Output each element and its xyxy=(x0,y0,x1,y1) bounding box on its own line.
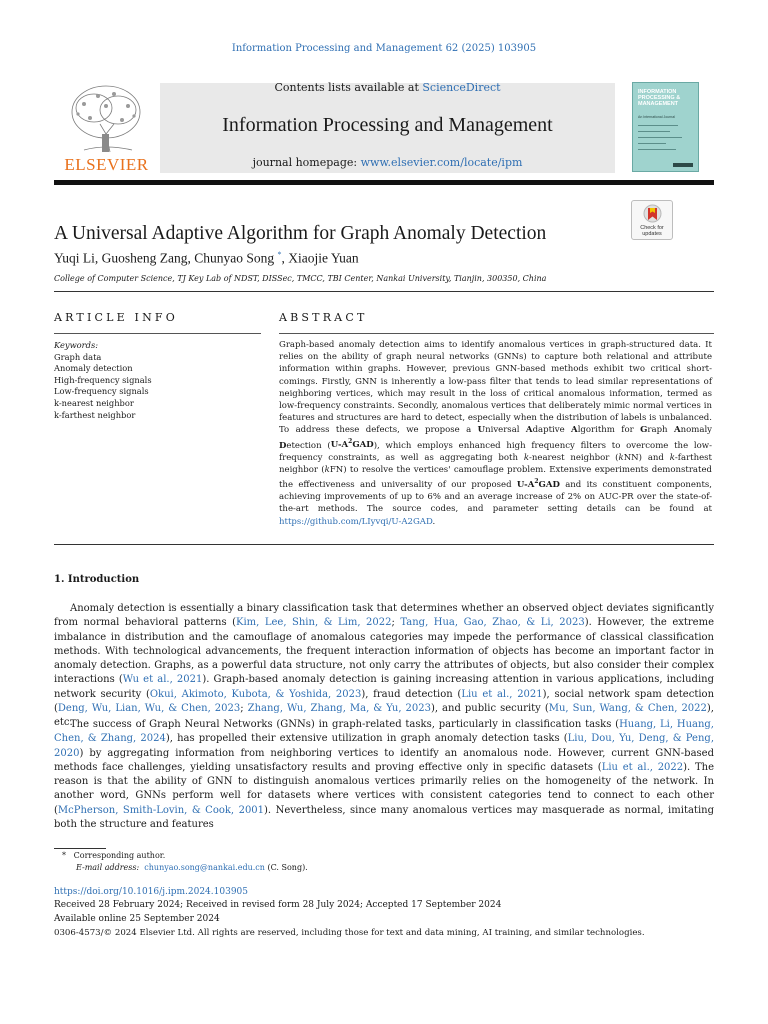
citation-link[interactable]: Tang, Hua, Gao, Zhao, & Li, 2023 xyxy=(400,617,585,629)
keyword: Low-frequency signals xyxy=(54,386,149,397)
email-link[interactable]: chunyao.song@nankai.edu.cn xyxy=(144,863,265,872)
citation-link[interactable]: Okui, Akimoto, Kubota, & Yoshida, 2023 xyxy=(149,688,362,700)
journal-title: Information Processing and Management xyxy=(222,114,553,136)
divider xyxy=(54,333,261,334)
citation-link[interactable]: Zhang, Wu, Zhang, Ma, & Yu, 2023 xyxy=(247,703,431,715)
keyword: Graph data xyxy=(54,351,102,362)
citation-link[interactable]: Huang, Li, Huang, Chen, & Zhang, 2024 xyxy=(54,719,714,745)
bookmark-icon xyxy=(643,204,662,226)
corresponding-author-mark[interactable]: * xyxy=(277,250,282,259)
intro-paragraph-1: Anomaly detection is essentially a binary classification task that determines whether an observed object deviates significantly from normal behavioral patterns (Kim, Lee, Shin, & Lim, 2022; Tang, Hua, Gao, Zhao, & Li, 2023). However, the extreme imbalance in distribution and the camouflage of anomalous categories may impede the performance of classical classification methods. With technological advancements, the frequent interaction information of objects has become an important factor in anomaly detection. Graphs, as a powerful data structure, not only carry the attributes of objects, but also consider their complex interactions (Wu et al., 2021). Graph-based anomaly detection is gaining increasing attention in various applications, including network security (Okui, Akimoto, Kubota, & Yoshida, 2023), fraud detection (Liu et al., 2021), social network spam detection (Deng, Wu, Lian, Wu, & Chen, 2023; Zhang, Wu, Zhang, Ma, & Yu, 2023), and public security (Mu, Sun, Wang, & Chen, 2022), etc. xyxy=(54,603,715,729)
citation-link[interactable]: Deng, Wu, Lian, Wu, & Chen, 2023 xyxy=(57,703,241,715)
elsevier-wordmark: ELSEVIER xyxy=(64,155,149,174)
keyword: Anomaly detection xyxy=(54,363,133,374)
repository-link[interactable]: https://github.com/LIyvqi/U-A2GAD xyxy=(279,516,433,527)
check-for-updates-button[interactable] xyxy=(631,200,673,240)
citation-link[interactable]: McPherson, Smith-Lovin, & Cook, 2001 xyxy=(57,804,265,816)
doi-link[interactable]: https://doi.org/10.1016/j.ipm.2024.103905 xyxy=(54,887,248,897)
article-info-heading: ARTICLE INFO xyxy=(54,311,178,324)
keywords-label: Keywords: xyxy=(54,340,99,350)
journal-citation[interactable]: Information Processing and Management 62 (2025) 103905 xyxy=(231,43,537,54)
check-updates-label: Check for updates xyxy=(640,225,664,237)
footnote-rule xyxy=(54,848,106,849)
sciencedirect-link[interactable]: ScienceDirect xyxy=(422,81,501,94)
keyword: k-farthest neighbor xyxy=(54,409,136,420)
citation-link[interactable]: Liu, Dou, Yu, Deng, & Peng, 2020 xyxy=(54,733,714,759)
keyword: k-nearest neighbor xyxy=(54,397,134,408)
citation-link[interactable]: Mu, Sun, Wang, & Chen, 2022 xyxy=(548,703,707,715)
citation-link[interactable]: Wu et al., 2021 xyxy=(122,674,203,686)
authors: Yuqi Li, Guosheng Zang, Chunyao Song *, Xiaojie Yuan xyxy=(54,250,359,266)
abstract-heading: ABSTRACT xyxy=(279,311,368,324)
paper-title: A Universal Adaptive Algorithm for Graph Anomaly Detection xyxy=(54,223,547,244)
corresponding-author-note: * Corresponding author. xyxy=(62,851,166,860)
homepage-link[interactable]: www.elsevier.com/locate/ipm xyxy=(360,156,523,169)
contents-line: Contents lists available at ScienceDirect xyxy=(274,81,501,94)
header-rule xyxy=(54,180,714,185)
affiliation: College of Computer Science, TJ Key Lab of NDST, DISSec, TMCC, TBI Center, Nankai University, Tianjin, 300350, China xyxy=(54,274,547,283)
journal-homepage: journal homepage: www.elsevier.com/locate/ipm xyxy=(252,156,523,169)
divider xyxy=(54,544,714,545)
abstract-text: Graph-based anomaly detection aims to identify anomalous vertices in graph-structured data. It relies on the ability of graph neural networks (GNNs) to capture both relational and attribute information within graphs. However, previous GNN-based methods exhibit two critical short-comings. Firstly, GNN is inherently a low-pass filter that tends to lead similar representations of neighboring vertices, which may result in the loss of critical anomalous information, termed as low-frequency constraints. Secondly, anomalous vertices that deliberately mimic normal vertices in features and structures are hard to detect, especially when the distribution of labels is unbalanced. To address these defects, we propose a Universal Adaptive Algorithm for Graph Anomaly Detection $(U-A^2GAD)$, which employs enhanced high frequency filters to overcome the low-frequency constraints, as well as aggregating both k-nearest neighbor (kNN) and k-farthest neighbor (kFN) to resolve the vertices' camouflage problem. Extensive experiments demonstrated the effectiveness and universality of our proposed $U-A^2GAD$ and its constituent components, achieving improvements of up to 6% and an average increase of 2% on AUC-PR over the state-of-the-art methods. The source codes, and parameter setting details can be found at https://github.com/LIyvqi/U-A2GAD. xyxy=(279,340,713,527)
divider xyxy=(279,333,714,334)
available-online-date: Available online 25 September 2024 xyxy=(54,914,220,924)
email-note: E-mail address: chunyao.song@nankai.edu.cn (C. Song). xyxy=(76,863,308,872)
copyright-notice: 0306-4573/© 2024 Elsevier Ltd. All rights are reserved, including those for text and data mining, AI training, and similar technologies. xyxy=(54,928,645,938)
received-dates: Received 28 February 2024; Received in revised form 28 July 2024; Accepted 17 September 2024 xyxy=(54,900,502,910)
cover-title: INFORMATION PROCESSING & MANAGEMENT xyxy=(638,89,681,107)
journal-cover-thumbnail[interactable] xyxy=(632,82,699,172)
intro-paragraph-2: The success of Graph Neural Networks (GNNs) in graph-related tasks, particularly in classification tasks (Huang, Li, Huang, Chen, & Zhang, 2024), has propelled their extensive utilization in graph anomaly detection tasks (Liu, Dou, Yu, Deng, & Peng, 2020) by aggregating information from neighboring vertices to identify an anomalous node. However, current GNN-based methods face challenges, yielding unsatisfactory results and proving effective only in specific datasets (Liu et al., 2022). The reason is that the ability of GNN to distinguish anomalous vertices primarily relies on the homogeneity of the network. In another word, GNNs perform well for datasets where vertices with consistent categories tend to connect to each other (McPherson, Smith-Lovin, & Cook, 2001). Nevertheless, since many anomalous vertices may masquerade as normal, imitating both the structure and features xyxy=(54,719,715,831)
keywords-list xyxy=(54,340,261,421)
divider xyxy=(54,291,714,292)
keyword: High-frequency signals xyxy=(54,374,152,385)
cover-subtitle: An International Journal xyxy=(638,115,675,119)
citation-link[interactable]: Liu et al., 2021 xyxy=(461,688,543,700)
citation-link[interactable]: Liu et al., 2022 xyxy=(601,761,684,773)
section-heading: 1. Introduction xyxy=(54,574,140,585)
citation-link[interactable]: Kim, Lee, Shin, & Lim, 2022 xyxy=(236,617,392,629)
